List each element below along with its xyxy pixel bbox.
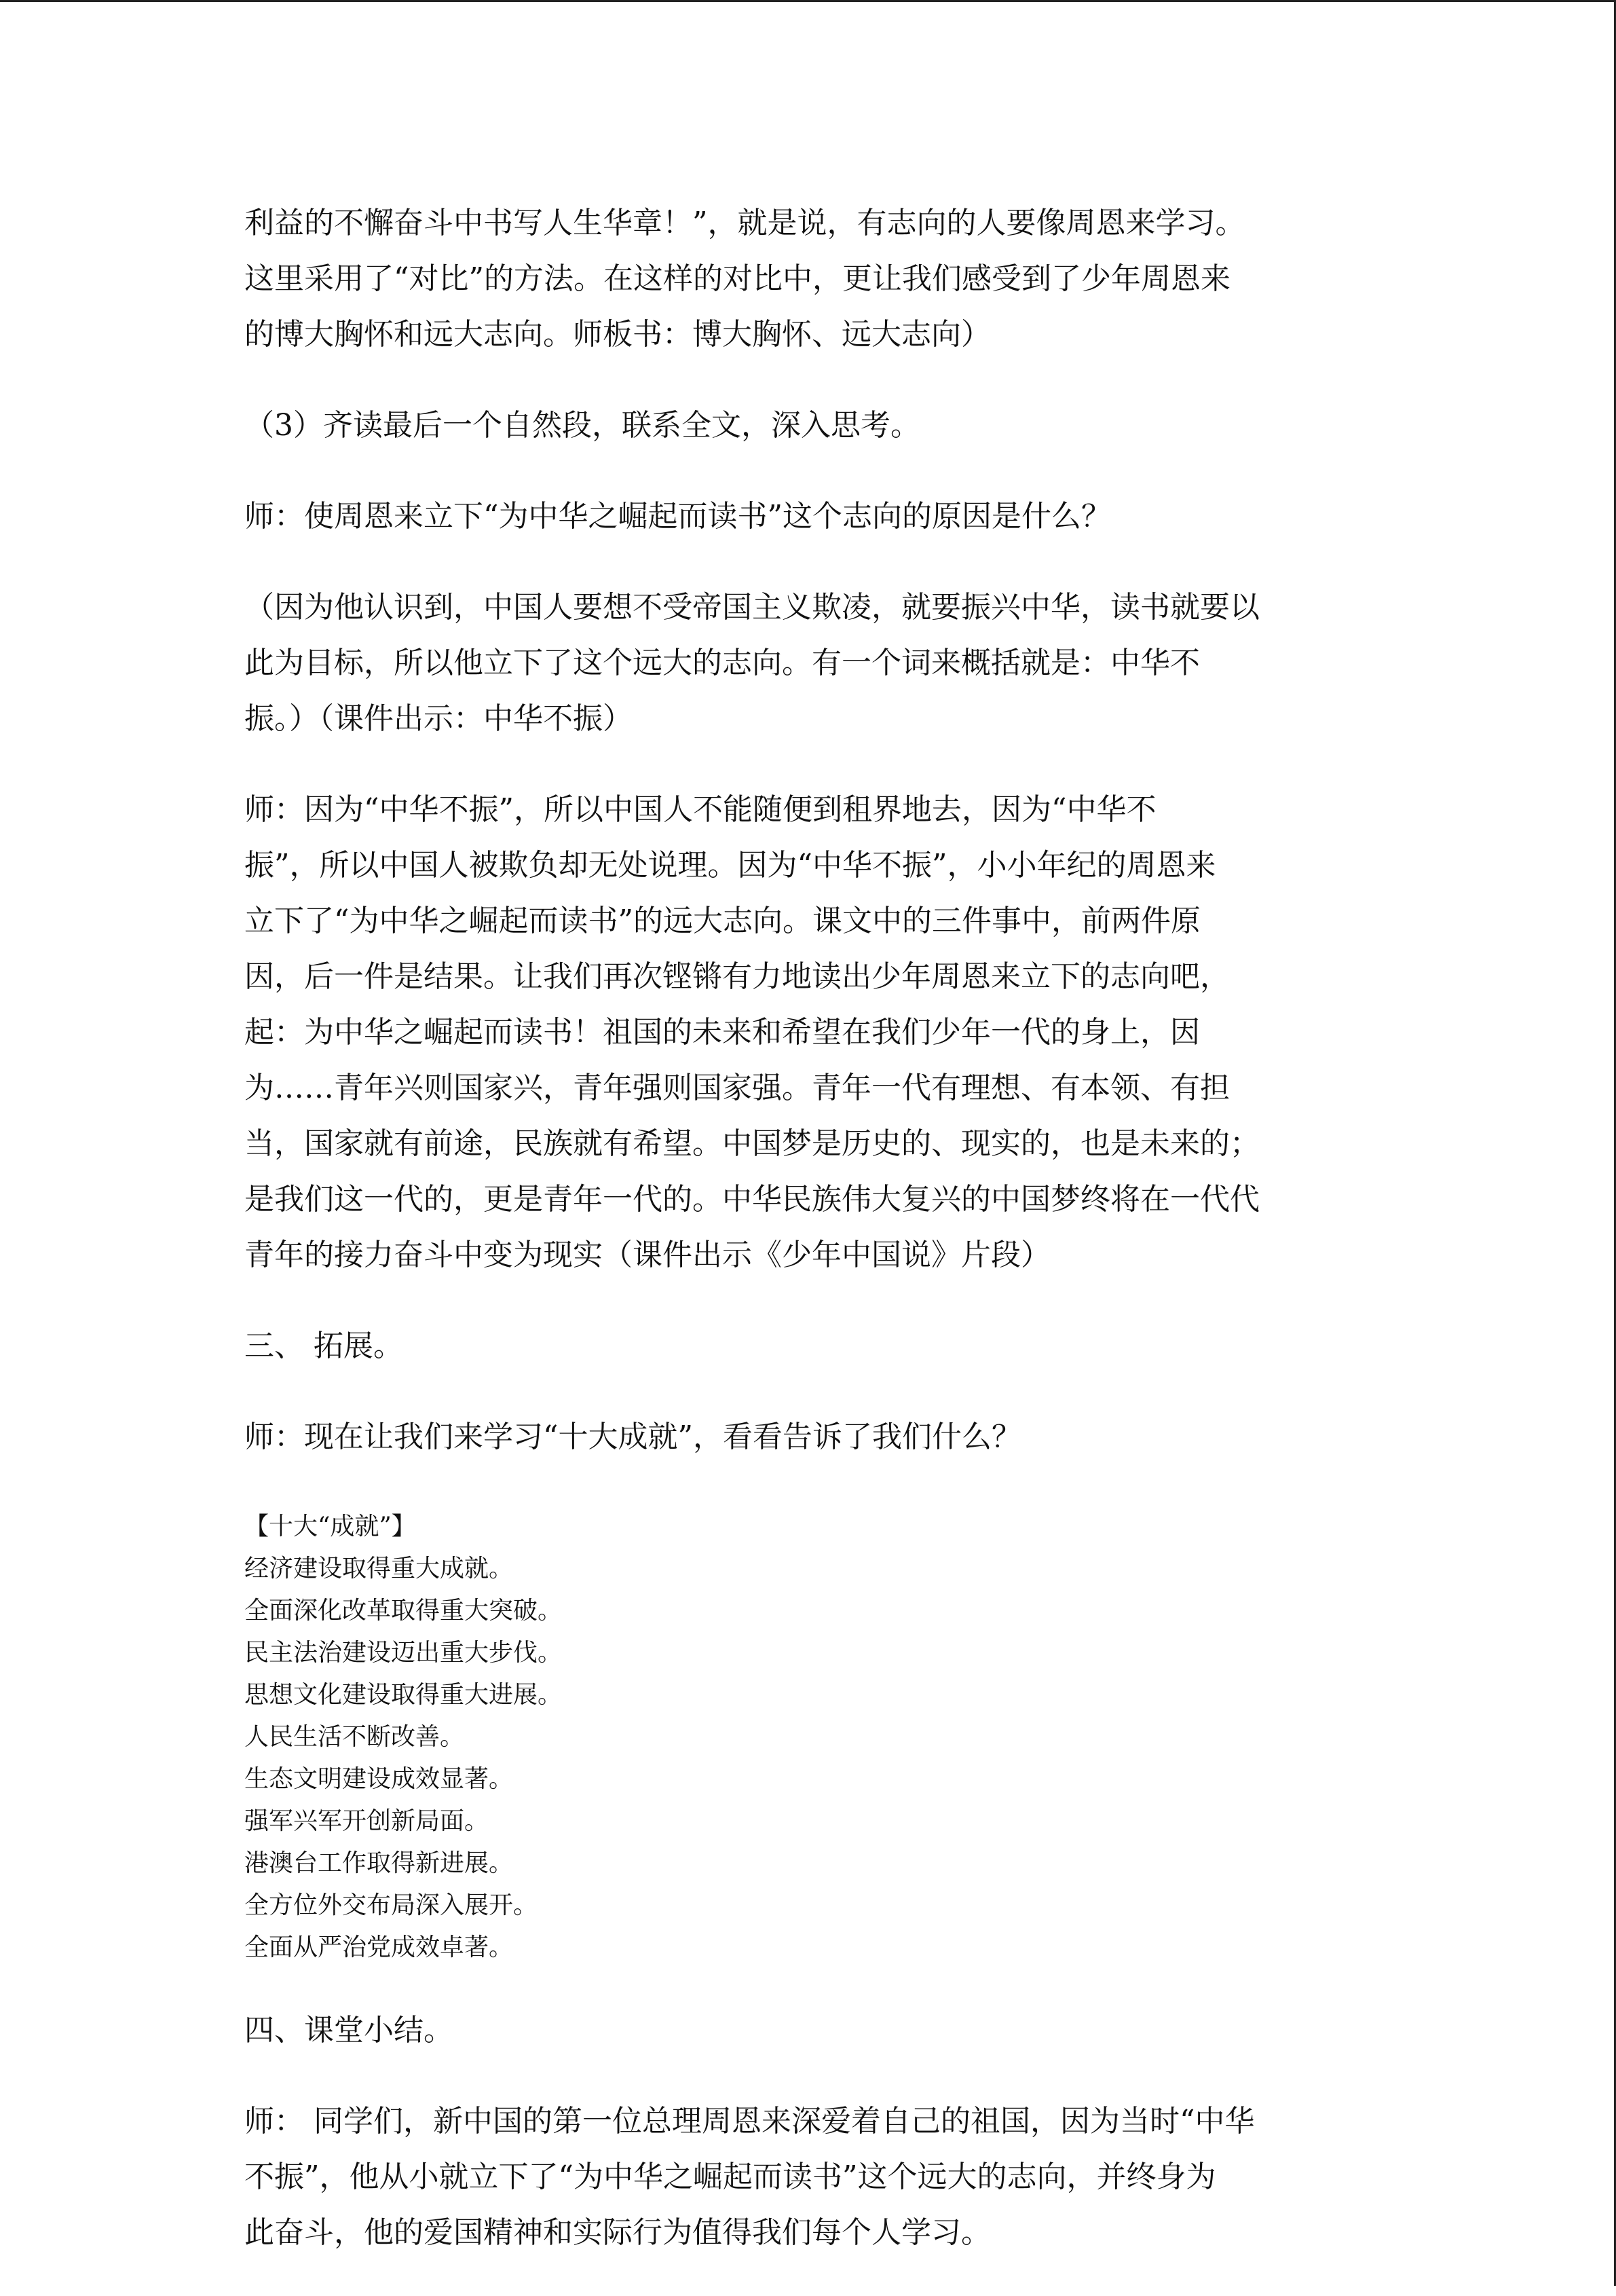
text-line: 四、课堂小结。 [244,2013,453,2048]
text-line: 的博大胸怀和远大志向。师板书：博大胸怀、远大志向） [244,317,991,352]
text-line: 师： 同学们，新中国的第一位总理周恩来深爱着自己的祖国，因为当时“中华 [244,2104,1255,2138]
list-item: 经济建设取得重大成就。 [244,1555,514,1582]
list-item: 港澳台工作取得新进展。 [244,1849,514,1877]
paragraph-teacher-explanation [244,782,1385,1283]
list-item: 生态文明建设成效显著。 [244,1765,514,1793]
text-line: 不振”，他从小就立下了“为中华之崛起而读书”这个远大的志向，并终身为 [244,2160,1216,2194]
list-item: 人民生活不断改善。 [244,1723,465,1751]
list-item: 思想文化建设取得重大进展。 [244,1681,563,1709]
text-line: 立下了“为中华之崛起而读书”的远大志向。课文中的三件事中，前两件原 [244,904,1201,938]
list-item: 民主法治建设迈出重大步伐。 [244,1639,563,1667]
text-line: 是我们这一代的，更是青年一代的。中华民族伟大复兴的中国梦终将在一代代 [244,1182,1260,1217]
achievements-list [244,1506,1385,1969]
text-line: （因为他认识到，中国人要想不受帝国主义欺凌，就要振兴中华，读书就要以 [244,590,1260,625]
text-line: 此奋斗，他的爱国精神和实际行为值得我们每个人学习。 [244,2215,991,2250]
text-line: 为……青年兴则国家兴，青年强则国家强。青年一代有理想、有本领、有担 [244,1071,1230,1105]
text-line: 三、 拓展。 [244,1329,403,1363]
text-line: 青年的接力奋斗中变为现实（课件出示《少年中国说》片段） [244,1238,1051,1272]
list-item: 全方位外交布局深入展开。 [244,1891,538,1919]
text-line: 当，国家就有前途，民族就有希望。中国梦是历史的、现实的，也是未来的； [244,1126,1260,1161]
list-item: 全面从严治党成效卓著。 [244,1933,514,1961]
document-body [244,196,1385,2296]
text-line: 振”，所以中国人被欺负却无处说理。因为“中华不振”，小小年纪的周恩来 [244,848,1216,883]
text-line: 此为目标，所以他立下了这个远大的志向。有一个词来概括就是：中华不 [244,646,1200,680]
paragraph-closing-remarks [244,2094,1385,2261]
text-line: 师：现在让我们来学习“十大成就”，看看告诉了我们什么？ [244,1420,1021,1454]
section-heading-summary [244,2003,1385,2058]
text-line: 起：为中华之崛起而读书！祖国的未来和希望在我们少年一代的身上，因 [244,1015,1200,1050]
paragraph-read-aloud-instruction [244,398,1385,453]
list-item: 强军兴军开创新局面。 [244,1807,489,1835]
list-item: 全面深化改革取得重大突破。 [244,1597,563,1625]
text-line: 振。）（课件出示：中华不振） [244,701,633,736]
text-line: 利益的不懈奋斗中书写人生华章！”，就是说，有志向的人要像周恩来学习。 [244,206,1245,240]
achievements-title: 【十大“成就”】 [244,1513,416,1540]
section-heading-extension [244,1318,1385,1374]
page-border-top [0,0,1616,2]
paragraph-teacher-question [244,489,1385,544]
text-line: 师：使周恩来立下“为中华之崛起而读书”这个志向的原因是什么？ [244,499,1111,534]
text-line: 因，后一件是结果。让我们再次铿锵有力地读出少年周恩来立下的志向吧， [244,959,1230,994]
paragraph-contrast-summary [244,196,1385,363]
text-line: 这里采用了“对比”的方法。在这样的对比中，更让我们感受到了少年周恩来 [244,261,1230,296]
text-line: 师：因为“中华不振”，所以中国人不能随便到租界地去，因为“中华不 [244,792,1157,827]
paragraph-teacher-prompt [244,1409,1385,1465]
text-line: （3）齐读最后一个自然段，联系全文，深入思考。 [244,408,920,443]
paragraph-answer [244,580,1385,747]
